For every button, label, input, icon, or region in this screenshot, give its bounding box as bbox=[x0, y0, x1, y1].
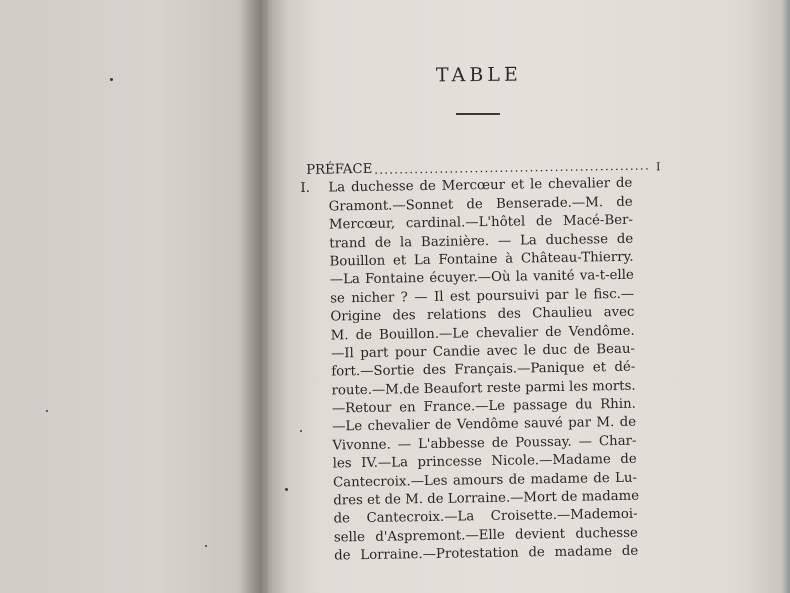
chapter-text-line: Vivonne. — L'abbesse de Poussay. — Char- bbox=[332, 433, 637, 454]
chapter-text-line: de Cantecroix.—La Croisette.—Mademoi- bbox=[333, 507, 638, 527]
chapter-text-line: M. de Bouillon.—Le chevalier de Vendôme. bbox=[330, 323, 635, 344]
table-of-contents bbox=[298, 156, 684, 567]
entry-label: PRÉFACE bbox=[306, 161, 373, 178]
book-gutter bbox=[240, 0, 288, 593]
chapter-text-line: de Lorraine.—Protestation de madame de bbox=[334, 543, 639, 564]
entry-page-number: I bbox=[656, 160, 661, 174]
chapter-text-line: selle d'Aspremont.—Elle devient duchesse bbox=[333, 525, 638, 546]
chapter-text-line: dres et de M. de Lorraine.—Mort de madame bbox=[333, 488, 640, 509]
paper-speck bbox=[205, 545, 207, 547]
paper-speck bbox=[285, 488, 288, 491]
chapter-text-line: —Le chevalier de Vendôme sauvé par M. de bbox=[332, 415, 637, 435]
page-edge bbox=[780, 0, 790, 593]
chapter-text-line: Gramont.—Sonnet de Benserade.—M. de bbox=[328, 194, 633, 215]
chapter-text-line: se nicher ? — Il est poursuivi par le fisc.— bbox=[330, 286, 635, 307]
paper-speck bbox=[110, 78, 113, 81]
chapter-text-line: —Il part pour Candie avec le duc de Beau- bbox=[330, 341, 636, 362]
chapter-text-line: route.—M.de Beaufort reste parmi les morts. bbox=[331, 378, 636, 399]
chapter-text-line: les IV.—La princesse Nicole.—Madame de bbox=[332, 451, 637, 472]
page-title: TABLE bbox=[435, 63, 522, 87]
chapter-text-line: Bouillon et La Fontaine à Château-Thierry. bbox=[329, 249, 634, 270]
leader-dots: ....................................................... bbox=[374, 158, 651, 177]
chapter-text-line: Origine des relations des Chaulieu avec bbox=[330, 304, 635, 325]
chapter-text-line: —La Fontaine écuyer.—Où la vanité va-t-elle bbox=[329, 268, 634, 288]
left-page bbox=[0, 0, 262, 593]
chapter-text-line: La duchesse de Mercœur et le chevalier de bbox=[328, 176, 633, 196]
title-rule bbox=[456, 113, 500, 115]
chapter-number: I. bbox=[300, 181, 311, 197]
paper-speck bbox=[46, 410, 48, 412]
chapter-text-line: —Retour en France.—Le passage du Rhin. bbox=[331, 396, 636, 417]
chapter-text-line: trand de la Bazinière. — La duchesse de bbox=[329, 231, 634, 252]
chapter-text-line: Cantecroix.—Les amours de madame de Lu- bbox=[332, 470, 638, 491]
chapter-text-line: fort.—Sortie des Français.—Panique et dé- bbox=[331, 360, 636, 380]
chapter-text-line: Mercœur, cardinal.—L'hôtel de Macé-Ber- bbox=[328, 212, 634, 233]
